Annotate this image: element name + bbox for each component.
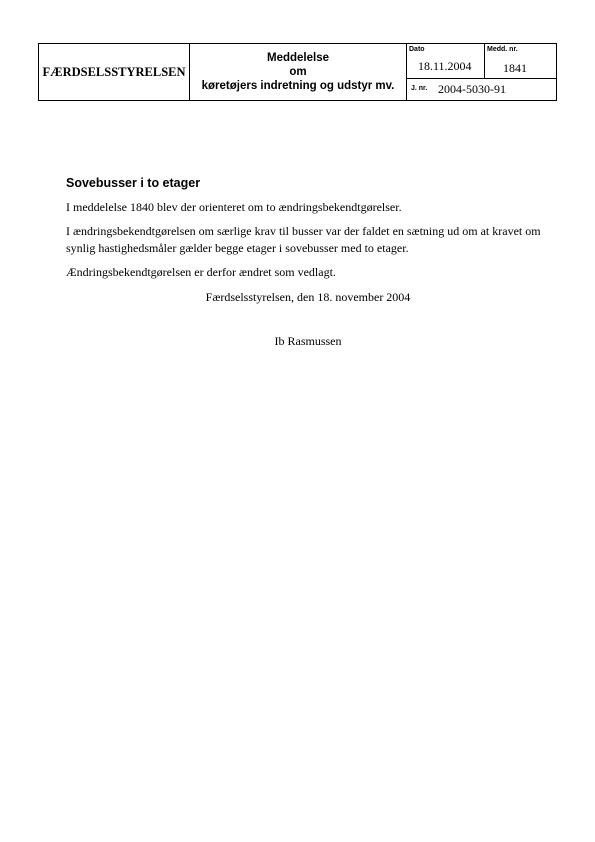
document-title-cell <box>190 44 407 100</box>
date-label: Dato <box>409 46 425 53</box>
header-table <box>38 43 557 101</box>
organization-cell <box>39 44 190 100</box>
organization-name: FÆRDSELSSTYRELSEN <box>42 64 186 79</box>
title-line-2: om <box>289 66 307 78</box>
notice-number-value: 1841 <box>503 61 527 75</box>
journal-number-label: J. nr. <box>411 85 428 92</box>
title-line-1: Meddelelse <box>267 52 329 64</box>
date-value: 18.11.2004 <box>418 59 472 73</box>
paragraph-2: I ændringsbekendtgørelsen om særlige krav til busser var der faldet en sætning ud om at kravet om synlig hastighedsmåler gælder begge etager i sovebusser med to etager. <box>66 224 541 255</box>
section-heading: Sovebusser i to etager <box>66 176 201 190</box>
journal-number-value: 2004-5030-91 <box>438 82 506 96</box>
journal-number-cell <box>407 79 556 100</box>
title-line-3: køretøjers indretning og udstyr mv. <box>201 80 395 92</box>
document-body <box>66 175 550 350</box>
signature-name: Ib Rasmussen <box>274 334 342 348</box>
notice-number-cell <box>485 44 556 79</box>
notice-number-label: Medd. nr. <box>487 46 518 53</box>
signoff-line: Færdselsstyrelsen, den 18. november 2004 <box>205 290 411 304</box>
date-cell <box>407 44 485 79</box>
paragraph-1: I meddelelse 1840 blev der orienteret om to ændringsbekendtgørelser. <box>66 200 402 214</box>
paragraph-3: Ændringsbekendtgørelsen er derfor ændret som vedlagt. <box>66 265 336 279</box>
